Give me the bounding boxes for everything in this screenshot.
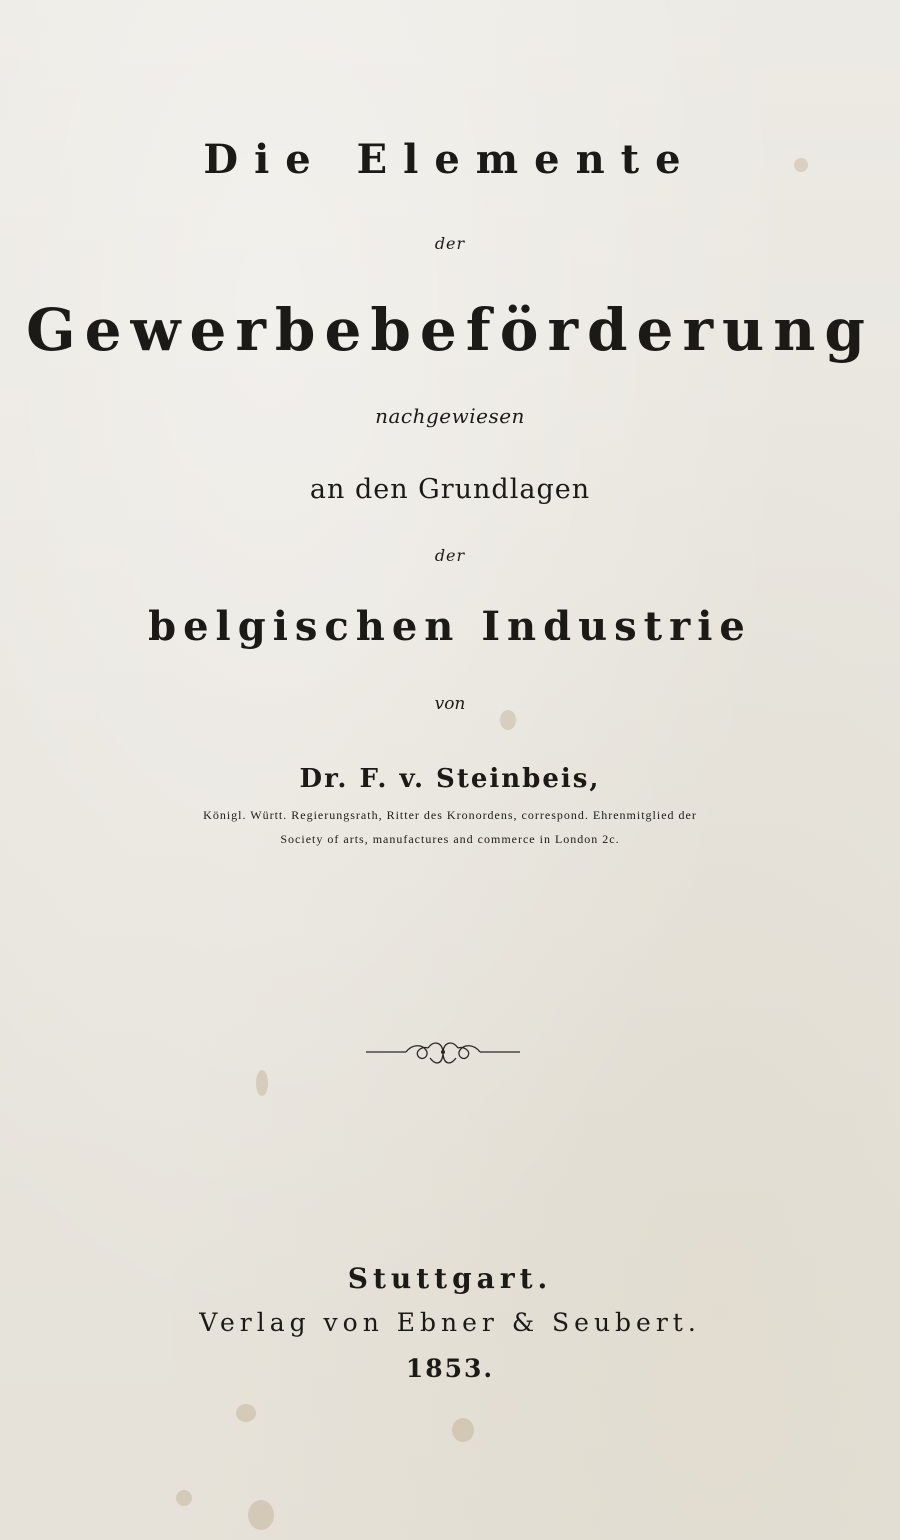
subtitle-grundlagen: an den Grundlagen [309, 474, 591, 505]
publisher: Verlag von Ebner & Seubert. [199, 1308, 701, 1337]
subtitle-nachgewiesen: nachgewiesen [375, 404, 525, 428]
author-credentials-line-2: Society of arts, manufactures and commerce in London 2c. [280, 832, 620, 846]
title-line-1: Die Elemente [203, 136, 697, 183]
foxing-stain [236, 1404, 256, 1422]
ornament-divider [366, 1034, 520, 1070]
foxing-stain [248, 1500, 274, 1530]
publication-year: 1853. [405, 1354, 495, 1383]
foxing-stain [256, 1070, 268, 1096]
connector-der-1: der [434, 234, 466, 253]
publication-city: Stuttgart. [347, 1262, 553, 1295]
author-name: Dr. F. v. Steinbeis, [299, 764, 601, 794]
connector-von: von [434, 694, 466, 714]
title-line-2: Gewerbebeförderung [26, 296, 874, 364]
author-credentials-line-1: Königl. Württ. Regierungsrath, Ritter des Kronordens, correspond. Ehrenmitglied der [203, 808, 697, 822]
foxing-stain [500, 710, 516, 730]
title-line-3: belgischen Industrie [148, 603, 752, 650]
connector-der-2: der [434, 546, 466, 565]
foxing-stain [452, 1418, 474, 1442]
foxing-stain [176, 1490, 192, 1506]
foxing-stain [794, 158, 808, 172]
